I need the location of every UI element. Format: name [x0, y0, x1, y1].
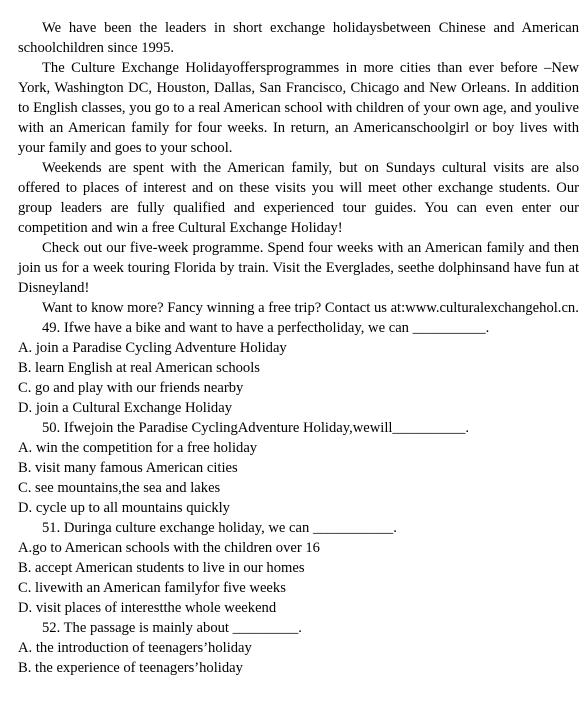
option-c: C. see mountains,the sea and lakes	[18, 480, 221, 496]
question-50	[18, 418, 579, 518]
passage-paragraph-2: The Culture Exchange Holidayoffersprogrammes in more cities than ever before –New York, Washington DC, Houston, Dallas, San Francisco, Chicago and New Orleans. In addition to English classes, you go to a real American school with children of your own age, and youlive with an American family for four weeks. In return, an Americanschoolgirl or boy lives with your family and goes to your school.	[18, 60, 579, 156]
question-stem: 52. The passage is mainly about _________.	[42, 620, 302, 636]
option-a: A. win the competition for a free holiday	[18, 440, 258, 456]
passage-paragraph-4: Check out our five-week programme. Spend four weeks with an American family and then join us for a week touring Florida by train. Visit the Everglades, seethe dolphinsand have fun at Disneyland!	[18, 240, 579, 296]
option-c: C. livewith an American familyfor five weeks	[18, 580, 286, 596]
option-d: D. join a Cultural Exchange Holiday	[18, 400, 232, 416]
passage-paragraph-3: Weekends are spent with the American family, but on Sundays cultural visits are also offered to places of interest and on these visits you will meet other exchange students. Our group leaders are fully qualified and experienced tour guides. You can even enter our competition and win a free Cultural Exchange Holiday!	[18, 160, 579, 236]
option-a: A. join a Paradise Cycling Adventure Holiday	[18, 340, 287, 356]
option-b: B. the experience of teenagers’holiday	[18, 660, 243, 676]
option-b: B. learn English at real American schools	[18, 360, 260, 376]
question-49	[18, 318, 579, 418]
question-stem: 49. Ifwe have a bike and want to have a perfectholiday, we can __________.	[42, 320, 490, 336]
passage-paragraph-1: We have been the leaders in short exchange holidaysbetween Chinese and American schoolchildren since 1995.	[18, 20, 579, 56]
option-d: D. visit places of interestthe whole weekend	[18, 600, 277, 616]
question-stem: 51. Duringa culture exchange holiday, we can ___________.	[42, 520, 397, 536]
passage-paragraph-5: Want to know more? Fancy winning a free trip? Contact us at:www.culturalexchangehol.cn.	[42, 300, 579, 316]
option-c: C. go and play with our friends nearby	[18, 380, 244, 396]
option-a: A.go to American schools with the children over 16	[18, 540, 320, 556]
option-a: A. the introduction of teenagers’holiday	[18, 640, 252, 656]
question-51	[18, 518, 579, 618]
question-stem: 50. Ifwejoin the Paradise CyclingAdventure Holiday,wewill__________.	[42, 420, 470, 436]
question-52	[18, 618, 579, 678]
option-d: D. cycle up to all mountains quickly	[18, 500, 230, 516]
option-b: B. visit many famous American cities	[18, 460, 238, 476]
option-b: B. accept American students to live in our homes	[18, 560, 305, 576]
